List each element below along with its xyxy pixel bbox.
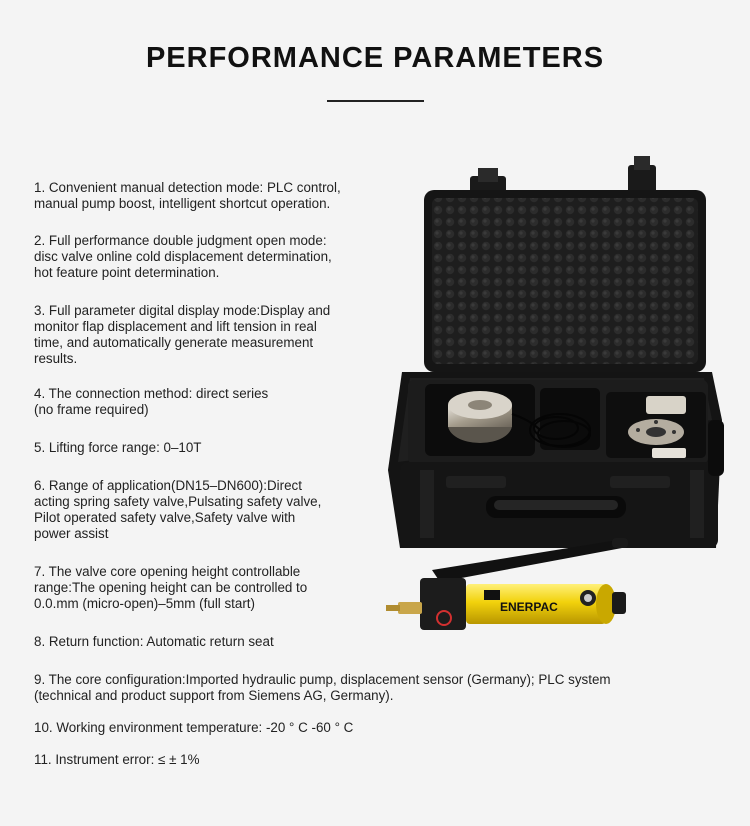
load-cell-sensor <box>448 391 512 443</box>
case-latch-right <box>628 156 656 195</box>
page-title: PERFORMANCE PARAMETERS <box>145 42 605 74</box>
product-photo <box>380 150 750 640</box>
param-1: 1. Convenient manual detection mode: PLC control, manual pump boost, intelligent shortcut operation. <box>34 180 341 211</box>
param-9: 9. The core configuration:Imported hydraulic pump, displacement sensor (Germany); PLC system (technical and product support from Siemens AG, Germany). <box>34 672 611 703</box>
case-lid <box>424 190 706 372</box>
param-8: 8. Return function: Automatic return seat <box>34 634 274 649</box>
param-11: 11. Instrument error: ≤ ± 1% <box>34 752 200 767</box>
param-3: 3. Full parameter digital display mode:Display and monitor flap displacement and lift tension in real time, and automatically generate measurement results. <box>34 303 331 366</box>
param-4: 4. The connection method: direct series (no frame required) <box>34 386 269 417</box>
param-10: 10. Working environment temperature: -20 ° C -60 ° C <box>34 720 354 735</box>
param-2: 2. Full performance double judgment open mode: disc valve online cold displacement determination, hot feature point determination. <box>34 233 332 280</box>
pump-brand-label: ENERPAC <box>500 600 558 614</box>
param-7: 7. The valve core opening height controllable range:The opening height can be controlled to 0.0.mm (micro-open)–5mm (full start) <box>34 564 308 611</box>
param-5: 5. Lifting force range: 0–10T <box>34 440 202 455</box>
hydraulic-hand-pump <box>386 538 628 630</box>
mounting-plate <box>628 419 684 445</box>
title-underline <box>327 100 424 102</box>
param-6: 6. Range of application(DN15–DN600):Direct acting spring safety valve,Pulsating safety valve, Pilot operated safety valve,Safety valve with power assist <box>34 478 322 541</box>
